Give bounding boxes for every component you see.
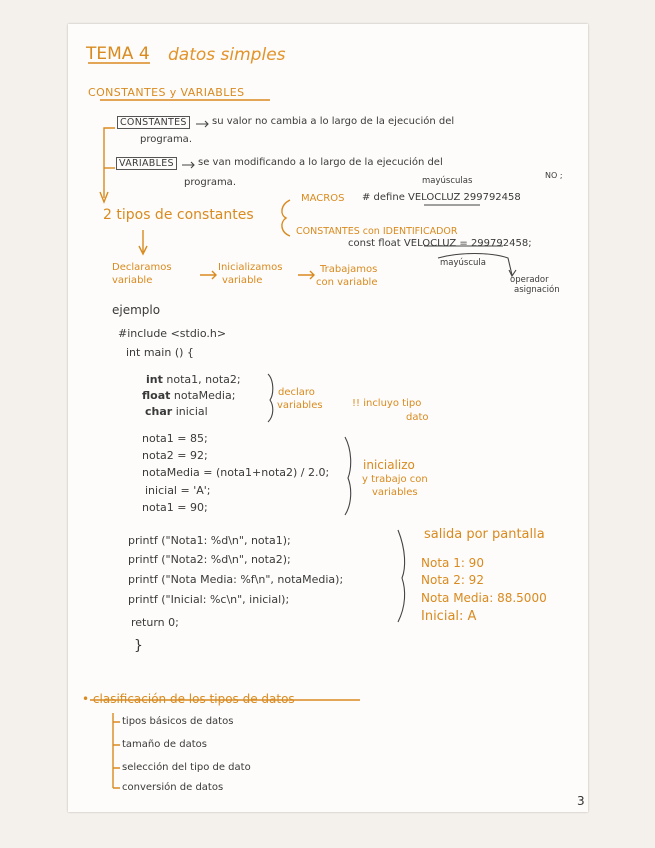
salida-line-4: Inicial: A [421,609,477,624]
init-line-1: nota1 = 85; [142,432,208,445]
variables-box: VARIABLES [116,157,177,170]
closing-brace: } [134,638,143,654]
variables-definition-cont: programa. [184,177,236,188]
flow-inicializamos-variable: variable [222,275,263,286]
section-heading-clasificacion: • clasificación de los tipos de datos [82,692,295,706]
constantes-box: CONSTANTES [117,116,190,129]
list-item-conversion: conversión de datos [122,782,224,793]
decl-float-vars: notaMedia; [173,389,236,402]
decl-int-line [146,373,241,386]
init-line-3: notaMedia = (nota1+nota2) / 2.0; [142,466,330,479]
operador-note-1: operador [510,275,549,285]
list-item-seleccion: selección del tipo de dato [122,762,251,773]
decl-int-vars: nota1, nota2; [166,373,241,386]
flow-declaramos-variable: variable [112,275,153,286]
salida-line-1: Nota 1: 90 [421,556,484,570]
main-line: int main () { [126,346,194,359]
mayuscula-note: mayúscula [440,258,486,268]
clasificacion-heading-text: clasificación de los tipos de datos [92,692,295,706]
section-heading-constantes-variables: CONSTANTES y VARIABLES [88,86,245,99]
salida-title: salida por pantalla [424,527,545,542]
flow-trabajamos: Trabajamos [320,264,378,275]
init-line-5: nota1 = 90; [142,501,208,514]
char-keyword: char [145,405,173,418]
salida-line-2: Nota 2: 92 [421,573,484,587]
decl-char-vars: inicial [175,405,208,418]
int-keyword: int [146,373,163,386]
decl-char-line [145,405,208,418]
constantes-definition: su valor no cambia a lo largo de la ejecución del [212,116,455,127]
salida-line-3: Nota Media: 88.5000 [421,591,547,605]
operador-note-2: asignación [514,285,560,295]
flow-trabajamos-variable: con variable [316,277,378,288]
printf-line-2: printf ("Nota2: %d\n", nota2); [128,553,291,566]
variables-note: variables [372,487,418,498]
incluyo-dato-note: dato [406,412,429,423]
printf-line-4: printf ("Inicial: %c\n", inicial); [128,593,290,606]
decl-float-line [142,389,235,402]
declaro-variables-note: variables [277,400,323,411]
init-line-2: nota2 = 92; [142,449,208,462]
page-number: 3 [577,794,585,808]
no-note: NO ; [545,171,563,180]
constantes-identificador-label: CONSTANTES con IDENTIFICADOR [296,226,458,237]
printf-line-3: printf ("Nota Media: %f\n", notaMedia); [128,573,344,586]
macros-label: MACROS [301,193,345,204]
list-item-tamano: tamaño de datos [122,739,207,750]
float-keyword: float [142,389,171,402]
printf-line-1: printf ("Nota1: %d\n", nota1); [128,534,291,547]
flow-declaramos: Declaramos [112,262,172,273]
mayusculas-note: mayúsculas [422,176,473,186]
flow-inicializamos: Inicializamos [218,262,283,273]
page-title: datos simples [168,45,286,65]
init-line-4: inicial = 'A'; [145,484,211,497]
const-float-line: const float VELOCLUZ = 299792458; [348,238,532,249]
define-line: # define VELOCLUZ 299792458 [362,192,521,203]
inicializo-note: inicializo [363,458,415,472]
return-line: return 0; [131,616,179,629]
tema-label: TEMA 4 [86,44,150,64]
incluyo-tipo-note: !! incluyo tipo [352,398,422,409]
trabajo-note: y trabajo con [362,474,428,485]
variables-definition: se van modificando a lo largo de la ejecución del [198,157,443,168]
ejemplo-label: ejemplo [112,303,161,317]
tipos-constantes-label: 2 tipos de constantes [103,207,254,223]
declaro-note: declaro [278,387,315,398]
include-line: #include <stdio.h> [118,327,227,340]
constantes-definition-cont: programa. [140,134,192,145]
list-item-tipos-basicos: tipos básicos de datos [122,716,234,727]
